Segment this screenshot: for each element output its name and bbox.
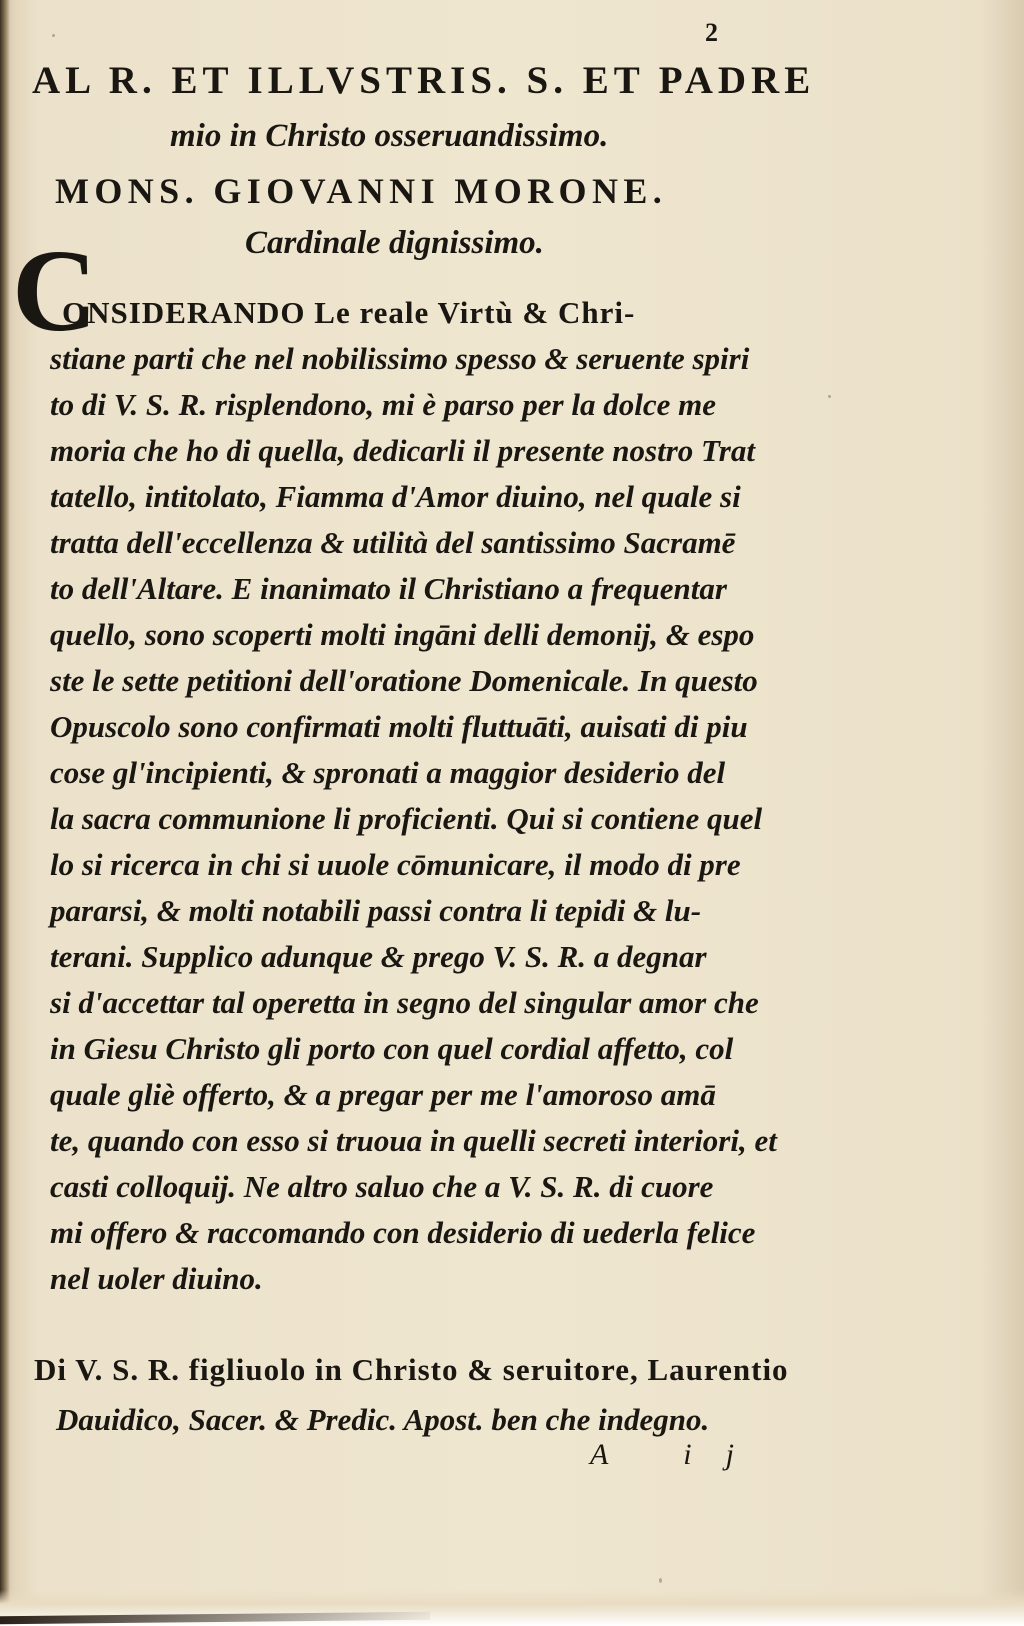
drop-cap-initial: C — [12, 225, 98, 356]
body-line: tatello, intitolato, Fiamma d'Amor diuino, nel quale si — [50, 479, 741, 514]
dedication-heading-line-3: MONS. GIOVANNI MORONE. — [55, 171, 668, 211]
body-line: la sacra communione li proficienti. Qui si contiene quel — [50, 801, 763, 836]
body-line: ONSIDERANDO Le reale Virtù & Chri- — [62, 295, 636, 330]
dedication-body — [50, 290, 780, 1302]
ink-speck — [828, 395, 831, 398]
binding-shadow — [0, 0, 10, 1626]
body-line: stiane parti che nel nobilissimo spesso & seruente spiri — [50, 341, 750, 376]
body-line: casti colloquij. Ne altro saluo che a V. S. R. di cuore — [50, 1169, 714, 1204]
ink-speck — [659, 1578, 662, 1583]
ink-speck — [52, 34, 55, 37]
body-line: mi offero & raccomando con desiderio di uederla felice — [50, 1215, 756, 1250]
body-line: in Giesu Christo gli porto con quel cordial affetto, col — [50, 1031, 734, 1066]
body-line: quello, sono scoperti molti ingāni delli demonij, & espo — [50, 617, 755, 652]
signature-line-1: Di V. S. R. figliuolo in Christo & seruitore, Laurentio — [34, 1352, 789, 1387]
body-line: lo si ricerca in chi si uuole cōmunicare, il modo di pre — [50, 847, 741, 882]
body-line: moria che ho di quella, dedicarli il presente nostro Trat — [50, 433, 755, 468]
body-line: te, quando con esso si truoua in quelli secreti interiori, et — [50, 1123, 777, 1158]
body-line: to di V. S. R. risplendono, mi è parso per la dolce me — [50, 387, 716, 422]
body-line: cose gl'incipienti, & spronati a maggior desiderio del — [50, 755, 726, 790]
dedication-heading-line-4: Cardinale dignissimo. — [245, 225, 544, 261]
signature-block — [22, 1345, 789, 1445]
dedication-heading-line-2: mio in Christo osseruandissimo. — [170, 118, 609, 154]
body-line: pararsi, & molti notabili passi contra li tepidi & lu- — [50, 893, 702, 928]
body-line: terani. Supplico adunque & prego V. S. R. a degnar — [50, 939, 707, 974]
body-line: ste le sette petitioni dell'oratione Domenicale. In questo — [50, 663, 758, 698]
signature-line-2: Dauidico, Sacer. & Predic. Apost. ben che indegno. — [56, 1402, 710, 1437]
page-bottom-edge — [0, 1590, 1024, 1626]
body-line: nel uoler diuino. — [50, 1261, 263, 1296]
page-number: 2 — [705, 18, 718, 47]
dedication-heading-line-1: AL R. ET ILLVSTRIS. S. ET PADRE — [32, 59, 816, 102]
printer-signature-mark: A ij — [590, 1438, 768, 1471]
body-line: Opuscolo sono confirmati molti fluttuāti, auisati di piu — [50, 709, 748, 744]
body-line: to dell'Altare. E inanimato il Christiano a frequentar — [50, 571, 727, 606]
body-line: quale gliè offerto, & a pregar per me l'amoroso amā — [50, 1077, 716, 1112]
body-line: si d'accettar tal operetta in segno del singular amor che — [50, 985, 759, 1020]
body-line: tratta dell'eccellenza & utilità del santissimo Sacramē — [50, 525, 736, 560]
